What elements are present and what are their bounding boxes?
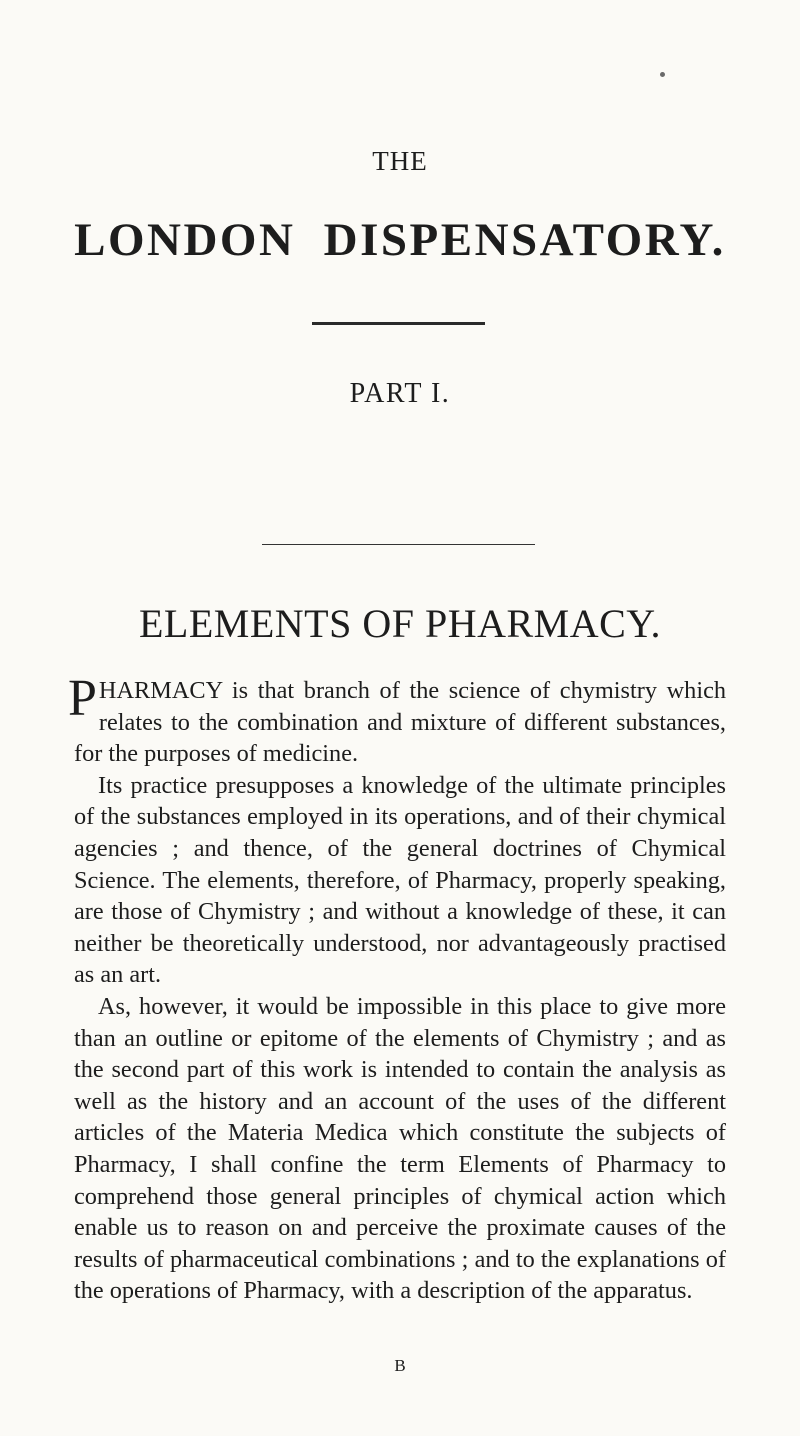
main-title: LONDON DISPENSATORY. [74,214,726,266]
ink-speck [660,72,665,77]
divider-rule [262,544,535,545]
small-title: THE [372,146,428,176]
paragraph-1-text: HARMACY is that branch of the science of chymistry which relates to the combination and mixture of different substances, for the purposes of medicine. [74,677,726,768]
paragraph-3: As, however, it would be impossible in this place to give more than an outline or epitome of the elements of Chymistry ; and as the second part of this work is intended to contain the analysis as well as the history and an account of the uses of the different articles of the Materia Medica which constitute the subjects of Pharmacy, I shall confine the term Elements of Pharmacy to comprehend those general principles of chymical action which enable us to reason on and perceive the proximate causes of the results of pharmaceutical combinations ; and to the explanations of the operations of Pharmacy, with a description of the apparatus. [74,992,726,1305]
ornamental-rule [312,322,485,325]
part-heading: PART I. [349,378,451,409]
paragraph-1 [68,670,726,770]
signature-mark: B [394,1356,406,1375]
paragraph-2: Its practice presupposes a knowledge of the ultimate principles of the substances employed in its operations, and of their chymical agencies ; and thence, of the general doctrines of Chymical Science. The elements, therefore, of Pharmacy, properly speaking, are those of Chymistry ; and without a knowledge of these, it can neither be theoretically understood, nor advantageously practised as an art. [74,771,726,989]
body-text [68,670,726,1307]
drop-cap: P [68,670,97,727]
section-title: ELEMENTS OF PHARMACY. [138,601,662,646]
